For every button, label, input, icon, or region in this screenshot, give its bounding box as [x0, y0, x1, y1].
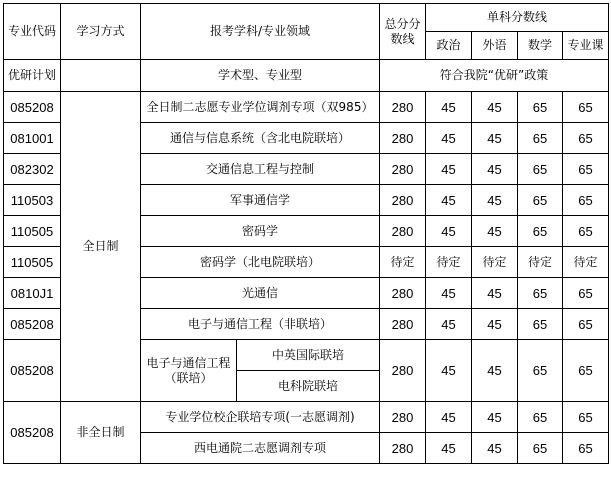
row-total: 280 [380, 154, 426, 185]
row-math: 待定 [518, 247, 563, 278]
row-field: 交通信息工程与控制 [141, 154, 380, 185]
row-field: 中英国际联培 [237, 340, 380, 371]
row-pro: 65 [563, 278, 609, 309]
row-math: 65 [518, 433, 563, 464]
row-total: 待定 [380, 247, 426, 278]
row-pro: 65 [563, 340, 609, 402]
row-foreign: 45 [472, 154, 518, 185]
row-code: 085208 [4, 340, 61, 402]
row-politics: 45 [426, 402, 472, 433]
mode-parttime: 非全日制 [61, 402, 141, 464]
row-total: 280 [380, 185, 426, 216]
row-field: 光通信 [141, 278, 380, 309]
row-total: 280 [380, 278, 426, 309]
row-code: 110505 [4, 247, 61, 278]
row-field: 西电通院二志愿调剂专项 [141, 433, 380, 464]
policy-text: 符合我院“优研”政策 [380, 60, 609, 92]
row-foreign: 待定 [472, 247, 518, 278]
header-major-code: 专业代码 [4, 4, 61, 60]
row-total: 280 [380, 433, 426, 464]
header-professional-course: 专业课 [563, 32, 609, 60]
row-math: 65 [518, 154, 563, 185]
row-pro: 65 [563, 185, 609, 216]
row-politics: 45 [426, 278, 472, 309]
row-foreign: 45 [472, 402, 518, 433]
row-politics: 45 [426, 154, 472, 185]
row-foreign: 45 [472, 185, 518, 216]
row-politics: 45 [426, 309, 472, 340]
header-subject-field: 报考学科/专业领域 [141, 4, 380, 60]
row-politics: 45 [426, 216, 472, 247]
row-field: 军事通信学 [141, 185, 380, 216]
row-math: 65 [518, 340, 563, 402]
mode-fulltime: 全日制 [61, 92, 141, 402]
row-pro: 65 [563, 123, 609, 154]
row-code: 085208 [4, 92, 61, 123]
header-math: 数学 [518, 32, 563, 60]
row-code: 110505 [4, 216, 61, 247]
row-code: 0810J1 [4, 278, 61, 309]
row-total: 280 [380, 340, 426, 402]
academic-label: 学术型、专业型 [141, 60, 380, 92]
row-code: 082302 [4, 154, 61, 185]
row-politics: 45 [426, 340, 472, 402]
row-code: 085208 [4, 402, 61, 464]
row-code: 085208 [4, 309, 61, 340]
row-politics: 45 [426, 185, 472, 216]
row-foreign: 45 [472, 340, 518, 402]
row-total: 280 [380, 92, 426, 123]
row-politics: 待定 [426, 247, 472, 278]
header-politics: 政治 [426, 32, 472, 60]
row-field: 通信与信息系统（含北电院联培） [141, 123, 380, 154]
header-study-mode: 学习方式 [61, 4, 141, 60]
header-single-subject: 单科分数线 [426, 4, 609, 32]
row-code: 081001 [4, 123, 61, 154]
row-total: 280 [380, 309, 426, 340]
row-field: 密码学（北电院联培） [141, 247, 380, 278]
row-math: 65 [518, 278, 563, 309]
row-pro: 65 [563, 433, 609, 464]
row-field: 专业学位校企联培专项(一志愿调剂) [141, 402, 380, 433]
plan-label: 优研计划 [4, 60, 61, 92]
row-pro: 待定 [563, 247, 609, 278]
row-math: 65 [518, 185, 563, 216]
joint-group-label: 电子与通信工程（联培） [141, 340, 237, 402]
row-pro: 65 [563, 92, 609, 123]
row-pro: 65 [563, 402, 609, 433]
row-pro: 65 [563, 309, 609, 340]
row-total: 280 [380, 216, 426, 247]
row-foreign: 45 [472, 433, 518, 464]
row-math: 65 [518, 123, 563, 154]
row-total: 280 [380, 402, 426, 433]
row-politics: 45 [426, 92, 472, 123]
plan-mode-blank [61, 60, 141, 92]
row-foreign: 45 [472, 278, 518, 309]
row-field: 电子与通信工程（非联培） [141, 309, 380, 340]
row-code: 110503 [4, 185, 61, 216]
row-field: 全日制二志愿专业学位调剂专项（双985） [141, 92, 380, 123]
row-math: 65 [518, 309, 563, 340]
row-pro: 65 [563, 216, 609, 247]
row-math: 65 [518, 402, 563, 433]
row-foreign: 45 [472, 216, 518, 247]
row-foreign: 45 [472, 92, 518, 123]
row-total: 280 [380, 123, 426, 154]
row-field: 密码学 [141, 216, 380, 247]
row-pro: 65 [563, 154, 609, 185]
table-row [4, 92, 609, 123]
header-total-score: 总分分数线 [380, 4, 426, 60]
row-foreign: 45 [472, 123, 518, 154]
score-table [3, 3, 609, 464]
row-field: 电科院联培 [237, 371, 380, 402]
row-foreign: 45 [472, 309, 518, 340]
row-politics: 45 [426, 433, 472, 464]
row-politics: 45 [426, 123, 472, 154]
row-math: 65 [518, 216, 563, 247]
row-math: 65 [518, 92, 563, 123]
table-row [4, 402, 609, 433]
header-foreign-language: 外语 [472, 32, 518, 60]
